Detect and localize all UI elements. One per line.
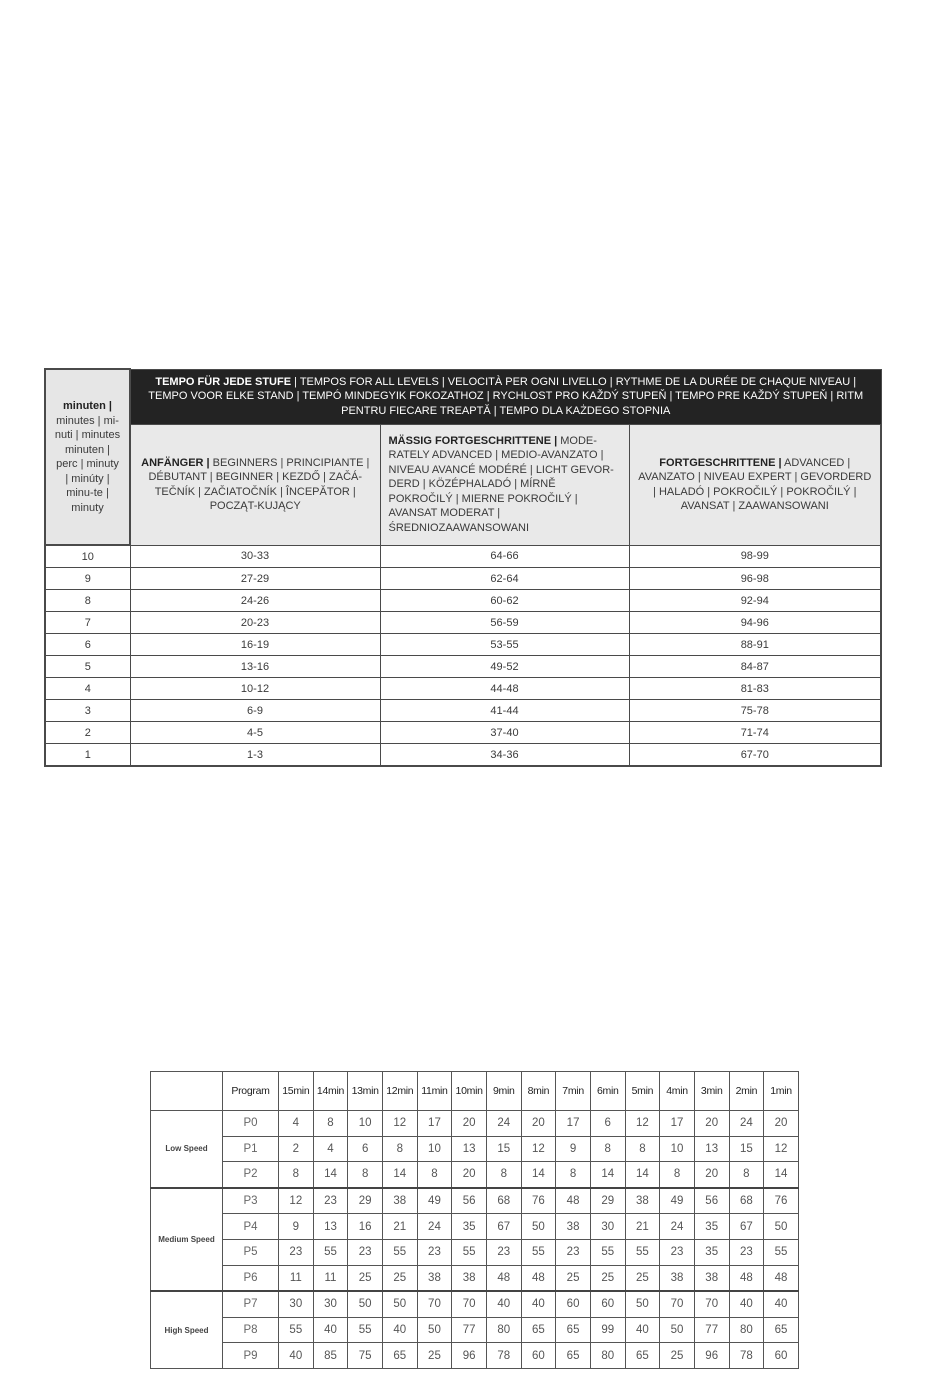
speed-value-cell: 40 [486,1291,521,1317]
speed-value-cell: 55 [348,1317,383,1343]
speed-value-cell: 65 [556,1317,591,1343]
advanced-tempo-cell: 96-98 [629,568,881,590]
speed-value-cell: 55 [521,1239,556,1265]
speed-value-cell: 25 [417,1343,452,1369]
tempo-row [45,678,881,700]
speed-value-cell: 25 [382,1265,417,1291]
speed-value-cell: 38 [556,1214,591,1240]
speed-value-cell: 12 [521,1136,556,1162]
speed-value-cell: 8 [660,1162,695,1188]
speed-group-label: Medium Speed [151,1188,223,1291]
program-cell: P6 [223,1265,279,1291]
speed-value-cell: 23 [348,1239,383,1265]
time-header: 3min [694,1072,729,1111]
speed-value-cell: 14 [590,1162,625,1188]
speed-value-cell: 14 [625,1162,660,1188]
speed-value-cell: 20 [521,1111,556,1137]
speed-value-cell: 80 [590,1343,625,1369]
moderate-tempo-cell: 37-40 [380,722,629,744]
speed-value-cell: 99 [590,1317,625,1343]
speed-value-cell: 8 [486,1162,521,1188]
tempo-table-body [45,545,881,766]
speed-value-cell: 78 [486,1343,521,1369]
time-header: 2min [729,1072,764,1111]
tempo-band-bold: TEMPO FÜR JEDE STUFE [155,375,292,388]
minutes-cell: 4 [45,678,130,700]
minutes-cell: 8 [45,590,130,612]
speed-value-cell: 24 [417,1214,452,1240]
speed-value-cell: 23 [279,1239,314,1265]
moderate-tempo-cell: 53-55 [380,634,629,656]
speed-value-cell: 70 [452,1291,487,1317]
speed-value-cell: 68 [486,1188,521,1214]
advanced-tempo-cell: 71-74 [629,722,881,744]
speed-value-cell: 9 [279,1214,314,1240]
speed-value-cell: 2 [279,1136,314,1162]
speed-value-cell: 49 [660,1188,695,1214]
beginner-tempo-cell: 20-23 [130,612,380,634]
speed-value-cell: 65 [521,1317,556,1343]
speed-value-cell: 48 [486,1265,521,1291]
beginner-tempo-cell: 16-19 [130,634,380,656]
speed-value-cell: 50 [764,1214,799,1240]
minutes-cell: 6 [45,634,130,656]
time-header: 5min [625,1072,660,1111]
speed-value-cell: 25 [625,1265,660,1291]
program-row [151,1162,799,1188]
program-table [150,1071,799,1369]
program-cell: P9 [223,1343,279,1369]
speed-value-cell: 60 [556,1291,591,1317]
speed-value-cell: 40 [729,1291,764,1317]
advanced-tempo-cell: 84-87 [629,656,881,678]
level-beginner-bold: ANFÄNGER | [141,456,210,469]
speed-value-cell: 70 [694,1291,729,1317]
speed-value-cell: 4 [313,1136,348,1162]
speed-value-cell: 55 [625,1239,660,1265]
tempo-row [45,722,881,744]
speed-value-cell: 35 [452,1214,487,1240]
program-row [151,1291,799,1317]
speed-value-cell: 55 [764,1239,799,1265]
speed-value-cell: 78 [729,1343,764,1369]
minutes-cell: 1 [45,744,130,767]
program-cell: P8 [223,1317,279,1343]
time-header: 9min [486,1072,521,1111]
tempo-row [45,590,881,612]
tempo-row [45,634,881,656]
tempo-row [45,744,881,767]
speed-value-cell: 14 [313,1162,348,1188]
program-row [151,1111,799,1137]
speed-value-cell: 29 [590,1188,625,1214]
speed-value-cell: 35 [694,1214,729,1240]
time-header: 7min [556,1072,591,1111]
speed-value-cell: 48 [764,1265,799,1291]
speed-value-cell: 96 [452,1343,487,1369]
beginner-tempo-cell: 1-3 [130,744,380,767]
speed-value-cell: 55 [452,1239,487,1265]
time-header: 11min [417,1072,452,1111]
speed-value-cell: 15 [486,1136,521,1162]
speed-value-cell: 35 [694,1239,729,1265]
speed-value-cell: 20 [452,1111,487,1137]
speed-value-cell: 8 [625,1136,660,1162]
time-header: 4min [660,1072,695,1111]
beginner-tempo-cell: 13-16 [130,656,380,678]
speed-value-cell: 4 [279,1111,314,1137]
speed-value-cell: 9 [556,1136,591,1162]
speed-value-cell: 80 [486,1317,521,1343]
speed-value-cell: 38 [382,1188,417,1214]
speed-value-cell: 17 [417,1111,452,1137]
speed-value-cell: 38 [694,1265,729,1291]
speed-value-cell: 14 [764,1162,799,1188]
speed-value-cell: 48 [521,1265,556,1291]
speed-value-cell: 24 [660,1214,695,1240]
tempo-row [45,612,881,634]
speed-value-cell: 6 [348,1136,383,1162]
speed-value-cell: 20 [452,1162,487,1188]
moderate-tempo-cell: 34-36 [380,744,629,767]
advanced-tempo-cell: 81-83 [629,678,881,700]
speed-value-cell: 65 [625,1343,660,1369]
speed-value-cell: 38 [625,1188,660,1214]
speed-value-cell: 68 [729,1188,764,1214]
speed-value-cell: 76 [764,1188,799,1214]
program-row [151,1188,799,1214]
speed-value-cell: 77 [452,1317,487,1343]
minutes-cell: 3 [45,700,130,722]
speed-value-cell: 50 [348,1291,383,1317]
speed-value-cell: 75 [348,1343,383,1369]
time-header: 14min [313,1072,348,1111]
speed-value-cell: 50 [625,1291,660,1317]
speed-value-cell: 17 [660,1111,695,1137]
tempo-table [44,368,882,767]
beginner-tempo-cell: 27-29 [130,568,380,590]
speed-value-cell: 13 [694,1136,729,1162]
program-row [151,1136,799,1162]
moderate-tempo-cell: 60-62 [380,590,629,612]
speed-value-cell: 8 [590,1136,625,1162]
level-header-moderate [380,424,629,545]
speed-value-cell: 23 [729,1239,764,1265]
speed-value-cell: 38 [417,1265,452,1291]
time-header: 10min [452,1072,487,1111]
speed-value-cell: 50 [521,1214,556,1240]
advanced-tempo-cell: 88-91 [629,634,881,656]
speed-value-cell: 12 [382,1111,417,1137]
minutes-cell: 10 [45,545,130,568]
tempo-row [45,700,881,722]
speed-value-cell: 8 [556,1162,591,1188]
moderate-tempo-cell: 41-44 [380,700,629,722]
program-cell: P5 [223,1239,279,1265]
speed-value-cell: 15 [729,1136,764,1162]
advanced-tempo-cell: 92-94 [629,590,881,612]
group-header-blank [151,1072,223,1111]
speed-value-cell: 40 [313,1317,348,1343]
time-header: 15min [279,1072,314,1111]
speed-value-cell: 55 [313,1239,348,1265]
program-cell: P3 [223,1188,279,1214]
speed-value-cell: 21 [382,1214,417,1240]
speed-value-cell: 25 [660,1343,695,1369]
speed-value-cell: 40 [382,1317,417,1343]
speed-value-cell: 77 [694,1317,729,1343]
speed-value-cell: 65 [556,1343,591,1369]
speed-value-cell: 29 [348,1188,383,1214]
speed-value-cell: 65 [764,1317,799,1343]
speed-value-cell: 80 [729,1317,764,1343]
advanced-tempo-cell: 94-96 [629,612,881,634]
speed-value-cell: 60 [764,1343,799,1369]
beginner-tempo-cell: 30-33 [130,545,380,568]
speed-value-cell: 16 [348,1214,383,1240]
speed-value-cell: 38 [452,1265,487,1291]
program-header: Program [223,1072,279,1111]
beginner-tempo-cell: 6-9 [130,700,380,722]
speed-value-cell: 8 [313,1111,348,1137]
speed-value-cell: 85 [313,1343,348,1369]
speed-value-cell: 20 [694,1111,729,1137]
speed-value-cell: 8 [279,1162,314,1188]
speed-value-cell: 8 [382,1136,417,1162]
speed-value-cell: 13 [313,1214,348,1240]
tempo-row [45,545,881,568]
level-advanced-bold: FORTGESCHRITTENE | [659,456,782,469]
level-header-advanced [629,424,881,545]
speed-value-cell: 65 [382,1343,417,1369]
speed-value-cell: 23 [417,1239,452,1265]
program-cell: P4 [223,1214,279,1240]
speed-value-cell: 30 [279,1291,314,1317]
minutes-cell: 9 [45,568,130,590]
speed-value-cell: 55 [382,1239,417,1265]
advanced-tempo-cell: 98-99 [629,545,881,568]
time-header: 12min [382,1072,417,1111]
moderate-tempo-cell: 44-48 [380,678,629,700]
program-row [151,1343,799,1369]
speed-value-cell: 60 [521,1343,556,1369]
speed-value-cell: 23 [660,1239,695,1265]
advanced-tempo-cell: 75-78 [629,700,881,722]
tempo-row [45,568,881,590]
speed-value-cell: 23 [486,1239,521,1265]
time-header: 1min [764,1072,799,1111]
program-cell: P0 [223,1111,279,1137]
speed-value-cell: 12 [625,1111,660,1137]
time-header: 6min [590,1072,625,1111]
speed-value-cell: 50 [382,1291,417,1317]
time-header: 13min [348,1072,383,1111]
speed-value-cell: 50 [660,1317,695,1343]
speed-value-cell: 30 [590,1214,625,1240]
program-row [151,1265,799,1291]
speed-value-cell: 25 [590,1265,625,1291]
speed-value-cell: 96 [694,1343,729,1369]
speed-value-cell: 11 [313,1265,348,1291]
speed-value-cell: 24 [729,1111,764,1137]
minutes-cell: 5 [45,656,130,678]
beginner-tempo-cell: 4-5 [130,722,380,744]
speed-value-cell: 50 [417,1317,452,1343]
program-row [151,1239,799,1265]
speed-value-cell: 40 [521,1291,556,1317]
speed-value-cell: 48 [556,1188,591,1214]
level-header-beginner [130,424,380,545]
tempo-band-header [130,369,881,424]
speed-value-cell: 17 [556,1111,591,1137]
speed-value-cell: 70 [417,1291,452,1317]
program-table-header-row [151,1072,799,1111]
speed-group-label: High Speed [151,1291,223,1368]
level-moderate-rest: MODE-RATELY ADVANCED | MEDIO-AVANZATO | NIVEAU AVANCÉ MODÉRÉ | LICHT GEVOR-DERD | KÖZÉPHALADÓ | MÍRNĚ POKROČILÝ | MIERNE POKROČILÝ | AVANSAT MODERAT | ŚREDNIOZAAWANSOWANI [388,434,614,534]
speed-value-cell: 10 [417,1136,452,1162]
moderate-tempo-cell: 64-66 [380,545,629,568]
minutes-cell: 7 [45,612,130,634]
speed-value-cell: 23 [313,1188,348,1214]
beginner-tempo-cell: 10-12 [130,678,380,700]
minutes-header [45,369,130,545]
speed-value-cell: 12 [279,1188,314,1214]
speed-value-cell: 67 [729,1214,764,1240]
speed-value-cell: 56 [694,1188,729,1214]
beginner-tempo-cell: 24-26 [130,590,380,612]
time-header: 8min [521,1072,556,1111]
program-cell: P7 [223,1291,279,1317]
speed-value-cell: 10 [348,1111,383,1137]
level-advanced-rest: ADVANCED | AVANZATO | NIVEAU EXPERT | GEVORDERD | HALADÓ | POKROČILÝ | POKROČILÝ | AVANSAT | ZAAWANSOWANI [638,456,872,512]
speed-value-cell: 21 [625,1214,660,1240]
speed-value-cell: 55 [279,1317,314,1343]
program-table-body [151,1111,799,1369]
advanced-tempo-cell: 67-70 [629,744,881,767]
moderate-tempo-cell: 49-52 [380,656,629,678]
level-moderate-bold: MÄSSIG FORTGESCHRITTENE | [388,434,558,447]
speed-value-cell: 60 [590,1291,625,1317]
speed-value-cell: 30 [313,1291,348,1317]
speed-group-label: Low Speed [151,1111,223,1188]
speed-value-cell: 76 [521,1188,556,1214]
speed-value-cell: 55 [590,1239,625,1265]
speed-value-cell: 8 [417,1162,452,1188]
speed-value-cell: 70 [660,1291,695,1317]
program-cell: P2 [223,1162,279,1188]
speed-value-cell: 56 [452,1188,487,1214]
speed-value-cell: 14 [382,1162,417,1188]
speed-value-cell: 6 [590,1111,625,1137]
speed-value-cell: 13 [452,1136,487,1162]
speed-value-cell: 23 [556,1239,591,1265]
program-row [151,1317,799,1343]
tempo-row [45,656,881,678]
speed-value-cell: 49 [417,1188,452,1214]
program-row [151,1214,799,1240]
speed-value-cell: 40 [625,1317,660,1343]
speed-value-cell: 25 [348,1265,383,1291]
tempo-band-rest: | TEMPOS FOR ALL LEVELS | VELOCITÀ PER OGNI LIVELLO | RYTHME DE LA DURÉE DE CHAQUE NIVEAU | TEMPO VOOR ELKE STAND | TEMPÓ MINDEGYIK FOKOZATHOZ | RYCHLOST PRO KAŽDÝ STUPEŇ | TEMPO PRE KAŽDÝ STUPEŇ | RITM PENTRU FIECARE TREAPTĂ | TEMPO DLA KAŻDEGO STOPNIA [148,375,864,417]
speed-value-cell: 12 [764,1136,799,1162]
moderate-tempo-cell: 56-59 [380,612,629,634]
minutes-cell: 2 [45,722,130,744]
minutes-header-rest: minutes | mi-nuti | minutes minuten | perc | minuty | minúty | minu-te | minuty [54,414,121,514]
program-cell: P1 [223,1136,279,1162]
speed-value-cell: 8 [729,1162,764,1188]
speed-value-cell: 40 [279,1343,314,1369]
speed-value-cell: 38 [660,1265,695,1291]
speed-value-cell: 20 [694,1162,729,1188]
speed-value-cell: 25 [556,1265,591,1291]
speed-value-cell: 8 [348,1162,383,1188]
speed-value-cell: 10 [660,1136,695,1162]
speed-value-cell: 24 [486,1111,521,1137]
moderate-tempo-cell: 62-64 [380,568,629,590]
speed-value-cell: 11 [279,1265,314,1291]
speed-value-cell: 14 [521,1162,556,1188]
minutes-header-bold: minuten | [63,400,112,412]
speed-value-cell: 40 [764,1291,799,1317]
level-beginner-rest: BEGINNERS | PRINCIPIANTE | DÉBUTANT | BEGINNER | KEZDŐ | ZAČÁ-TEČNÍK | ZAČIATOČNÍK | ÎNCEPĂTOR | POCZĄT-KUJĄCY [148,456,370,512]
speed-value-cell: 67 [486,1214,521,1240]
speed-value-cell: 48 [729,1265,764,1291]
speed-value-cell: 20 [764,1111,799,1137]
